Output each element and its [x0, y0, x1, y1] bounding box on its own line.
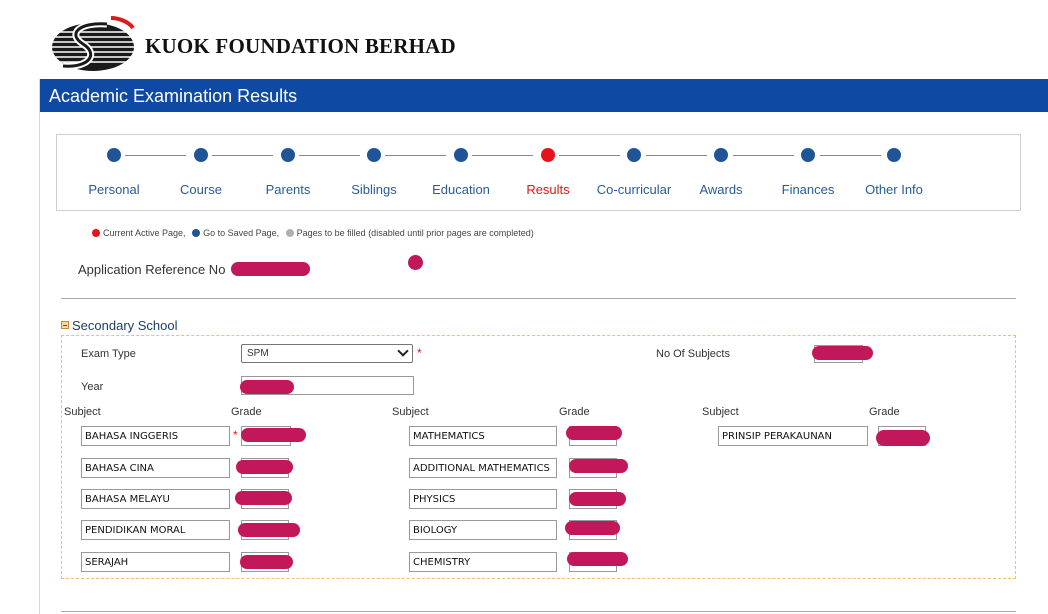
redacted-mark [408, 255, 423, 270]
subject-input[interactable]: PHYSICS [409, 489, 557, 509]
step-dot [367, 148, 381, 162]
required-mark: * [233, 428, 238, 442]
subject-input[interactable]: BIOLOGY [409, 520, 557, 540]
redacted-grade [565, 521, 620, 535]
chevron-down-icon [397, 345, 408, 356]
subject-header: Subject [64, 406, 101, 418]
step-label: Course [180, 182, 222, 197]
redacted-ref-value [231, 262, 310, 276]
subject-input[interactable]: MATHEMATICS [409, 426, 557, 446]
redacted-grade [876, 430, 930, 446]
org-name: KUOK FOUNDATION BERHAD [145, 34, 456, 58]
section-title: Secondary School [72, 318, 178, 333]
exam-type-label: Exam Type [81, 348, 136, 360]
divider [61, 298, 1016, 299]
exam-type-value: SPM [247, 348, 269, 359]
redacted-grade [241, 428, 306, 442]
pending-dot-icon [286, 229, 294, 237]
grade-header: Grade [559, 406, 590, 418]
subject-header: Subject [702, 406, 739, 418]
kuok-logo [49, 16, 139, 74]
step-dot [714, 148, 728, 162]
secondary-school-fieldset [61, 335, 1016, 579]
step-wizard [56, 134, 1021, 211]
subject-input[interactable]: BAHASA CINA [81, 458, 230, 478]
step-dot [541, 148, 555, 162]
step-label: Education [432, 182, 490, 197]
title-bar [40, 79, 1048, 112]
legend-pending: Pages to be filled (disabled until prior pages are completed) [296, 228, 534, 238]
step-dot [194, 148, 208, 162]
page-title: Academic Examination Results [49, 86, 298, 106]
wizard-legend [92, 228, 534, 238]
exam-type-select[interactable] [241, 344, 413, 363]
step-dot [454, 148, 468, 162]
collapse-icon[interactable] [61, 321, 69, 329]
redacted-grade [236, 460, 293, 474]
redacted-grade [235, 491, 292, 505]
required-mark: * [417, 346, 422, 360]
subject-input[interactable]: BAHASA INGGERIS [81, 426, 230, 446]
redacted-grade [569, 459, 628, 473]
application-ref-label: Application Reference No [78, 262, 226, 277]
redacted-grade [238, 523, 300, 537]
subject-input[interactable]: SERAJAH [81, 552, 230, 572]
step-dot [107, 148, 121, 162]
step-label: Results [526, 182, 570, 197]
header [0, 0, 1048, 78]
step-label: Personal [88, 182, 140, 197]
step-other-info[interactable] [839, 135, 949, 210]
no-of-subjects-label: No Of Subjects [656, 348, 730, 360]
redacted-grade [240, 555, 293, 569]
step-label: Awards [699, 182, 743, 197]
divider [61, 611, 1016, 612]
legend-active: Current Active Page, [103, 228, 186, 238]
step-dot [281, 148, 295, 162]
redacted-year [240, 380, 294, 394]
step-label: Other Info [865, 182, 923, 197]
year-label: Year [81, 381, 104, 393]
redacted-no-of-subjects [812, 346, 873, 360]
redacted-grade [566, 426, 622, 440]
step-dot [627, 148, 641, 162]
subject-input[interactable]: PENDIDIKAN MORAL [81, 520, 230, 540]
step-label: Finances [781, 182, 835, 197]
grade-header: Grade [231, 406, 262, 418]
redacted-grade [569, 492, 626, 506]
step-label: Co-curricular [596, 182, 672, 197]
subject-input[interactable]: PRINSIP PERAKAUNAN [718, 426, 868, 446]
step-dot [801, 148, 815, 162]
step-dot [887, 148, 901, 162]
grade-header: Grade [869, 406, 900, 418]
legend-saved: Go to Saved Page, [203, 228, 280, 238]
redacted-grade [567, 552, 628, 566]
active-dot-icon [92, 229, 100, 237]
step-label: Siblings [351, 182, 397, 197]
saved-dot-icon [192, 229, 200, 237]
subject-input[interactable]: BAHASA MELAYU [81, 489, 230, 509]
step-label: Parents [265, 182, 311, 197]
subject-input[interactable]: ADDITIONAL MATHEMATICS [409, 458, 557, 478]
subject-input[interactable]: CHEMISTRY [409, 552, 557, 572]
subject-header: Subject [392, 406, 429, 418]
